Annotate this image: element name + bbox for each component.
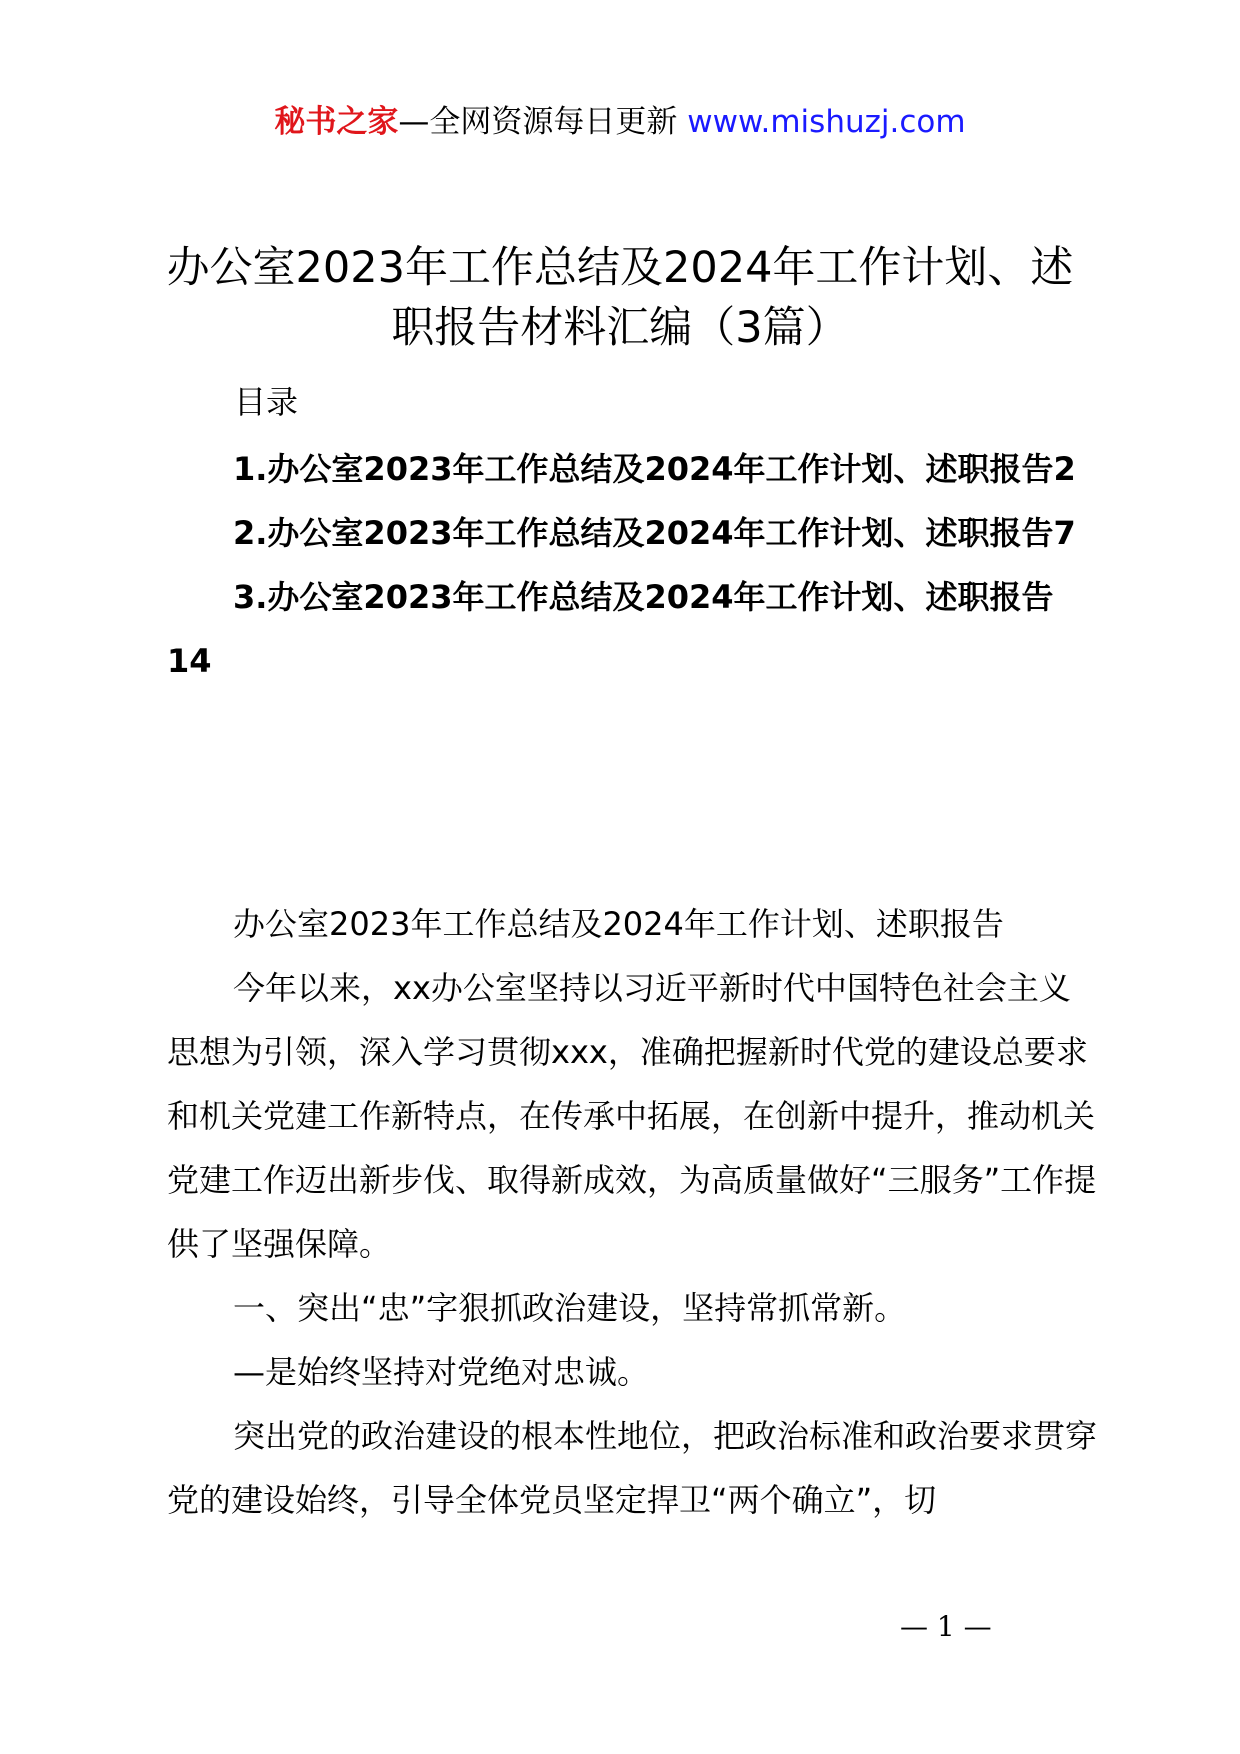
brand-name: 秘书之家	[274, 104, 399, 140]
site-header	[0, 100, 1240, 144]
page-number: — 1 —	[900, 1610, 992, 1643]
body-paragraph: 突出党的政治建设的根本性地位，把政治标准和政治要求贯穿党的建设始终，引导全体党员坚定捍卫“两个确立”，切	[167, 1417, 1098, 1519]
section-heading: 办公室2023年工作总结及2024年工作计划、述职报告	[233, 905, 1004, 943]
subheading-one: 一、突出“忠”字狠抓政治建设，坚持常抓常新。	[233, 1289, 907, 1327]
intro-paragraph: 今年以来，xx办公室坚持以习近平新时代中国特色社会主义思想为引领，深入学习贯彻xxx，准确把握新时代党的建设总要求和机关党建工作新特点，在传承中拓展，在创新中提升，推动机关党建工作迈出新步伐、取得新成效，为高质量做好“三服务”工作提供了坚强保障。	[167, 969, 1097, 1263]
header-tagline: —全网资源每日更新	[398, 104, 678, 140]
toc-label: 目录	[234, 383, 299, 421]
document-body	[167, 892, 1097, 1532]
table-of-contents	[167, 437, 1092, 693]
site-url-link[interactable]: www.mishuzj.com	[687, 104, 966, 140]
document-title: 办公室2023年工作总结及2024年工作计划、述职报告材料汇编（3篇）	[166, 243, 1074, 353]
toc-item-2[interactable]: 2.办公室2023年工作总结及2024年工作计划、述职报告7	[233, 514, 1076, 552]
toc-item-3[interactable]: 3.办公室2023年工作总结及2024年工作计划、述职报告14	[167, 578, 1054, 680]
subheading-point-one: —是始终坚持对党绝对忠诚。	[233, 1353, 650, 1391]
toc-item-1[interactable]: 1.办公室2023年工作总结及2024年工作计划、述职报告2	[233, 450, 1076, 488]
